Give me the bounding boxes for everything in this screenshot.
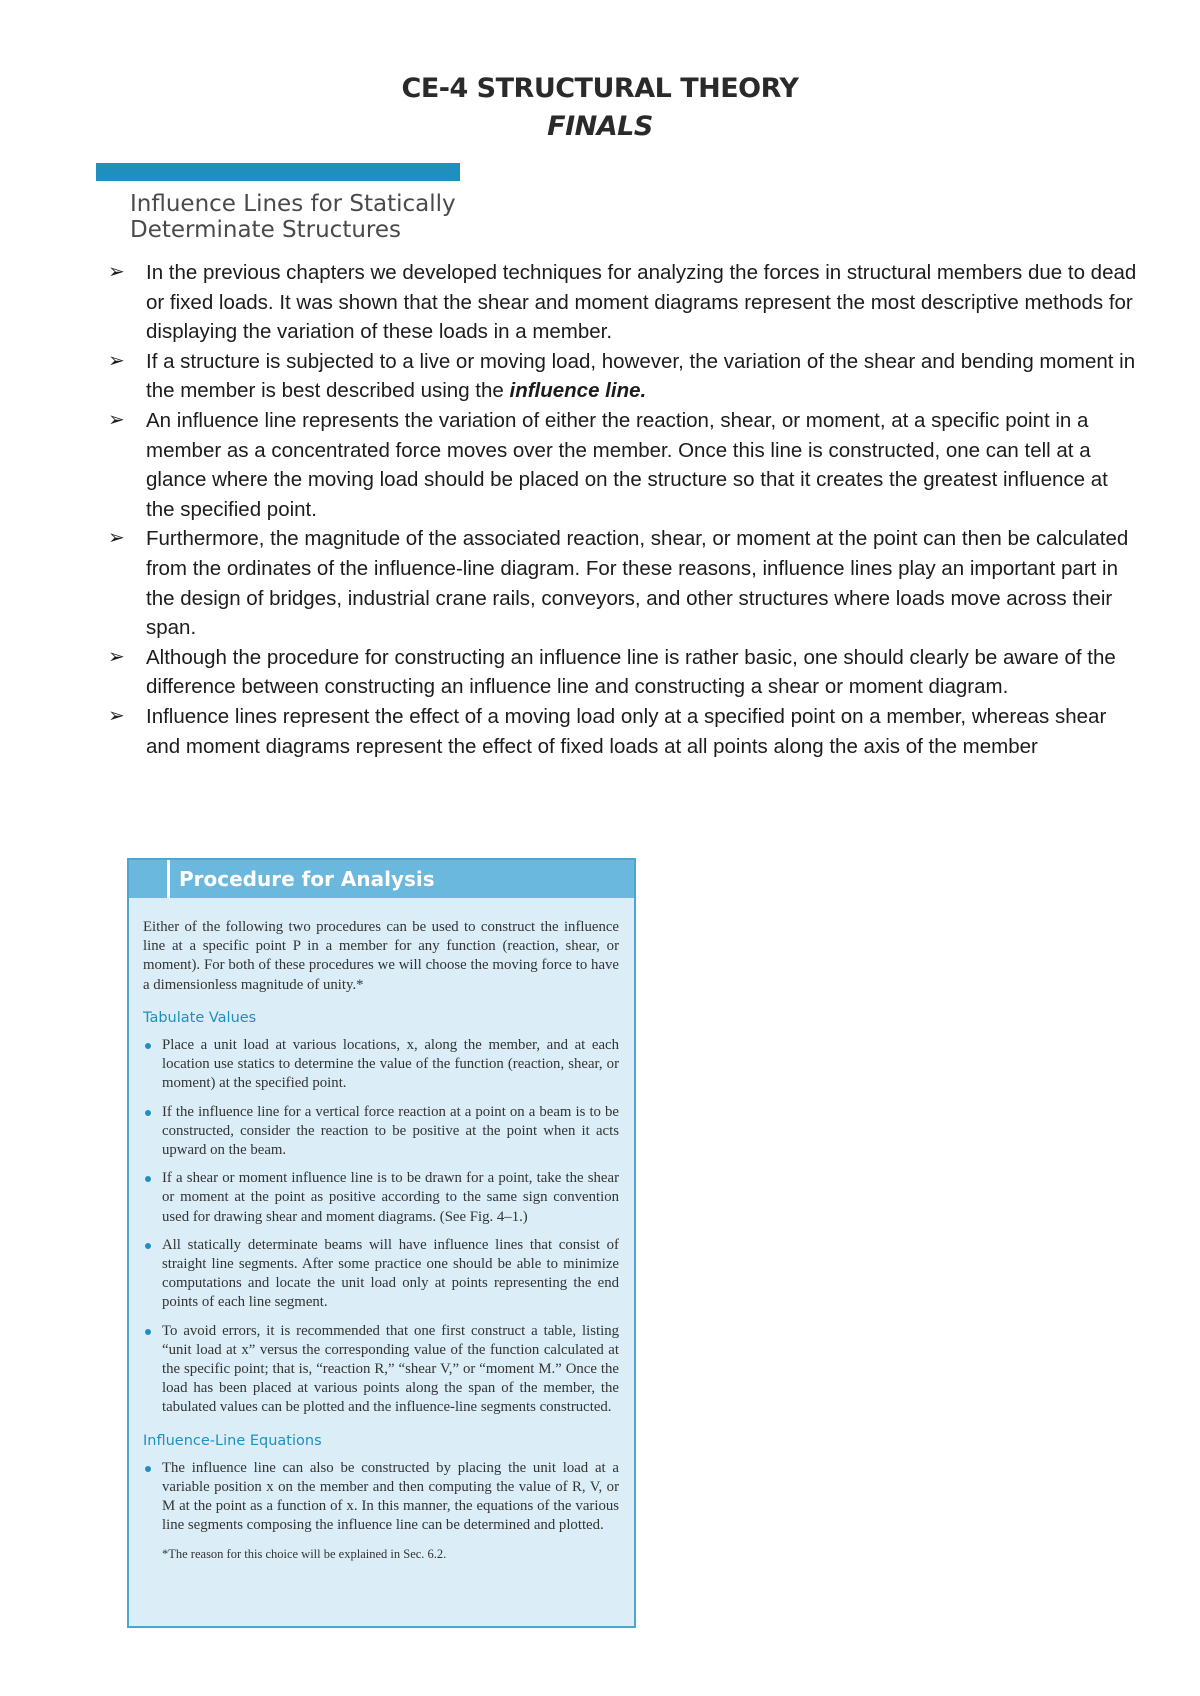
procedure-list-item — [143, 1169, 619, 1227]
influence-line-equations-heading: Influence-Line Equations — [143, 1432, 322, 1449]
bullet-emphasis: influence line. — [509, 379, 647, 403]
bullet-list — [108, 258, 1138, 761]
arrow-bullet-icon: ➢ — [108, 408, 125, 431]
procedure-item-text: To avoid errors, it is recommended that one first construct a table, listing “unit load at x” versus the corresponding value of the function calculated at the specific point; that is, “reaction R,” “shear V,” or “moment M.” Once the load has been placed at various points along the span of the member, the tabulated values can be plotted and the influence-line segments constructed. — [162, 1322, 619, 1416]
procedure-list-item — [143, 1036, 619, 1094]
arrow-bullet-icon: ➢ — [108, 645, 125, 668]
tabulate-values-heading: Tabulate Values — [143, 1009, 257, 1026]
procedure-item-text: If the influence line for a vertical force reaction at a point on a beam is to be constructed, consider the reaction to be positive at the point when it acts upward on the beam. — [162, 1103, 619, 1159]
bullet-dot-icon — [145, 1176, 151, 1182]
procedure-list-item — [143, 1459, 619, 1536]
procedure-list-item — [143, 1322, 619, 1418]
procedure-item-text: All statically determinate beams will have influence lines that consist of straight line segments. After some practice one should be able to minimize computations and locate the unit load only at points representing the end points of each line segment. — [162, 1236, 619, 1311]
title-line-2: FINALS — [547, 111, 653, 142]
bullet-item — [108, 258, 1138, 347]
title-line-1: CE-4 STRUCTURAL THEORY — [401, 73, 799, 104]
procedure-list-item — [143, 1103, 619, 1161]
arrow-bullet-icon: ➢ — [108, 261, 125, 283]
procedure-list-item — [143, 1236, 619, 1313]
procedure-title: Procedure for Analysis — [179, 867, 435, 891]
section-heading-line-1: Influence Lines for Statically — [130, 191, 456, 217]
procedure-body — [143, 918, 619, 1564]
arrow-bullet-icon: ➢ — [108, 527, 125, 550]
bullet-dot-icon — [145, 1329, 151, 1335]
bullet-dot-icon — [145, 1043, 151, 1049]
header-divider — [167, 860, 170, 898]
bullet-item — [108, 524, 1138, 642]
procedure-item-text: If a shear or moment influence line is to be drawn for a point, take the shear or moment at the point as positive according to the same sign convention used for drawing shear and moment diagrams. (See Fig. 4–1.) — [162, 1170, 619, 1225]
procedure-item-text: The influence line can also be constructed by placing the unit load at a variable position x on the member and then computing the value of R, V, or M at the point as a function of x. In this manner, the equations of the various line segments composing the influence line can be determined and plotted. — [162, 1459, 619, 1534]
section-accent-bar — [96, 163, 460, 181]
procedure-header — [129, 860, 634, 898]
procedure-item-text: Place a unit load at various locations, x, along the member, and at each location use statics to determine the value of the function (reaction, shear, or moment) at the specified point. — [162, 1037, 619, 1092]
section-heading-line-2: Determinate Structures — [130, 217, 402, 243]
procedure-intro: Either of the following two procedures can be used to construct the influence line at a specific point P in a member for any function (reaction, shear, or moment). For both of these procedures we will choose the moving force to have a dimensionless magnitude of unity.* — [143, 919, 619, 993]
procedure-for-analysis-box — [127, 858, 636, 1628]
bullet-text: Influence lines represent the effect of a moving load only at a specified point on a member, whereas shear and moment diagrams represent the effect of fixed loads at all points along the axis of the member — [146, 704, 1107, 758]
bullet-dot-icon — [145, 1243, 151, 1249]
arrow-bullet-icon: ➢ — [108, 349, 125, 372]
bullet-item — [108, 347, 1138, 406]
bullet-item — [108, 702, 1138, 761]
bullet-text: Although the procedure for constructing an influence line is rather basic, one should clearly be aware of the difference between constructing an influence line and constructing a shear or moment diagram. — [146, 645, 1116, 699]
bullet-item — [108, 406, 1138, 524]
arrow-bullet-icon: ➢ — [108, 704, 125, 727]
section-heading — [130, 191, 490, 243]
tabulate-values-list — [143, 1036, 619, 1418]
bullet-text: An influence line represents the variation of either the reaction, shear, or moment, at a specific point in a member as a concentrated force moves over the member. Once this line is constructed, one can tell at a glance where the moving load should be placed on the structure so that it creates the greatest influence at the specified point. — [146, 408, 1108, 521]
bullet-text: In the previous chapters we developed techniques for analyzing the forces in structural members due to dead or fixed loads. It was shown that the shear and moment diagrams represent the most descriptive methods for displaying the variation of these loads in a member. — [146, 261, 1137, 344]
bullet-text: If a structure is subjected to a live or moving load, however, the variation of the shear and bending moment in the member is best described using the — [146, 349, 1136, 403]
bullet-dot-icon — [145, 1466, 151, 1472]
document-title — [0, 70, 1200, 146]
procedure-footnote: *The reason for this choice will be explained in Sec. 6.2. — [162, 1546, 447, 1561]
bullet-text: Furthermore, the magnitude of the associated reaction, shear, or moment at the point can then be calculated from the ordinates of the influence-line diagram. For these reasons, influence lines play an important part in the design of bridges, industrial crane rails, conveyors, and other structures where loads move across their span. — [146, 527, 1129, 640]
bullet-dot-icon — [145, 1110, 151, 1116]
influence-line-equations-list — [143, 1459, 619, 1536]
bullet-item — [108, 643, 1138, 702]
